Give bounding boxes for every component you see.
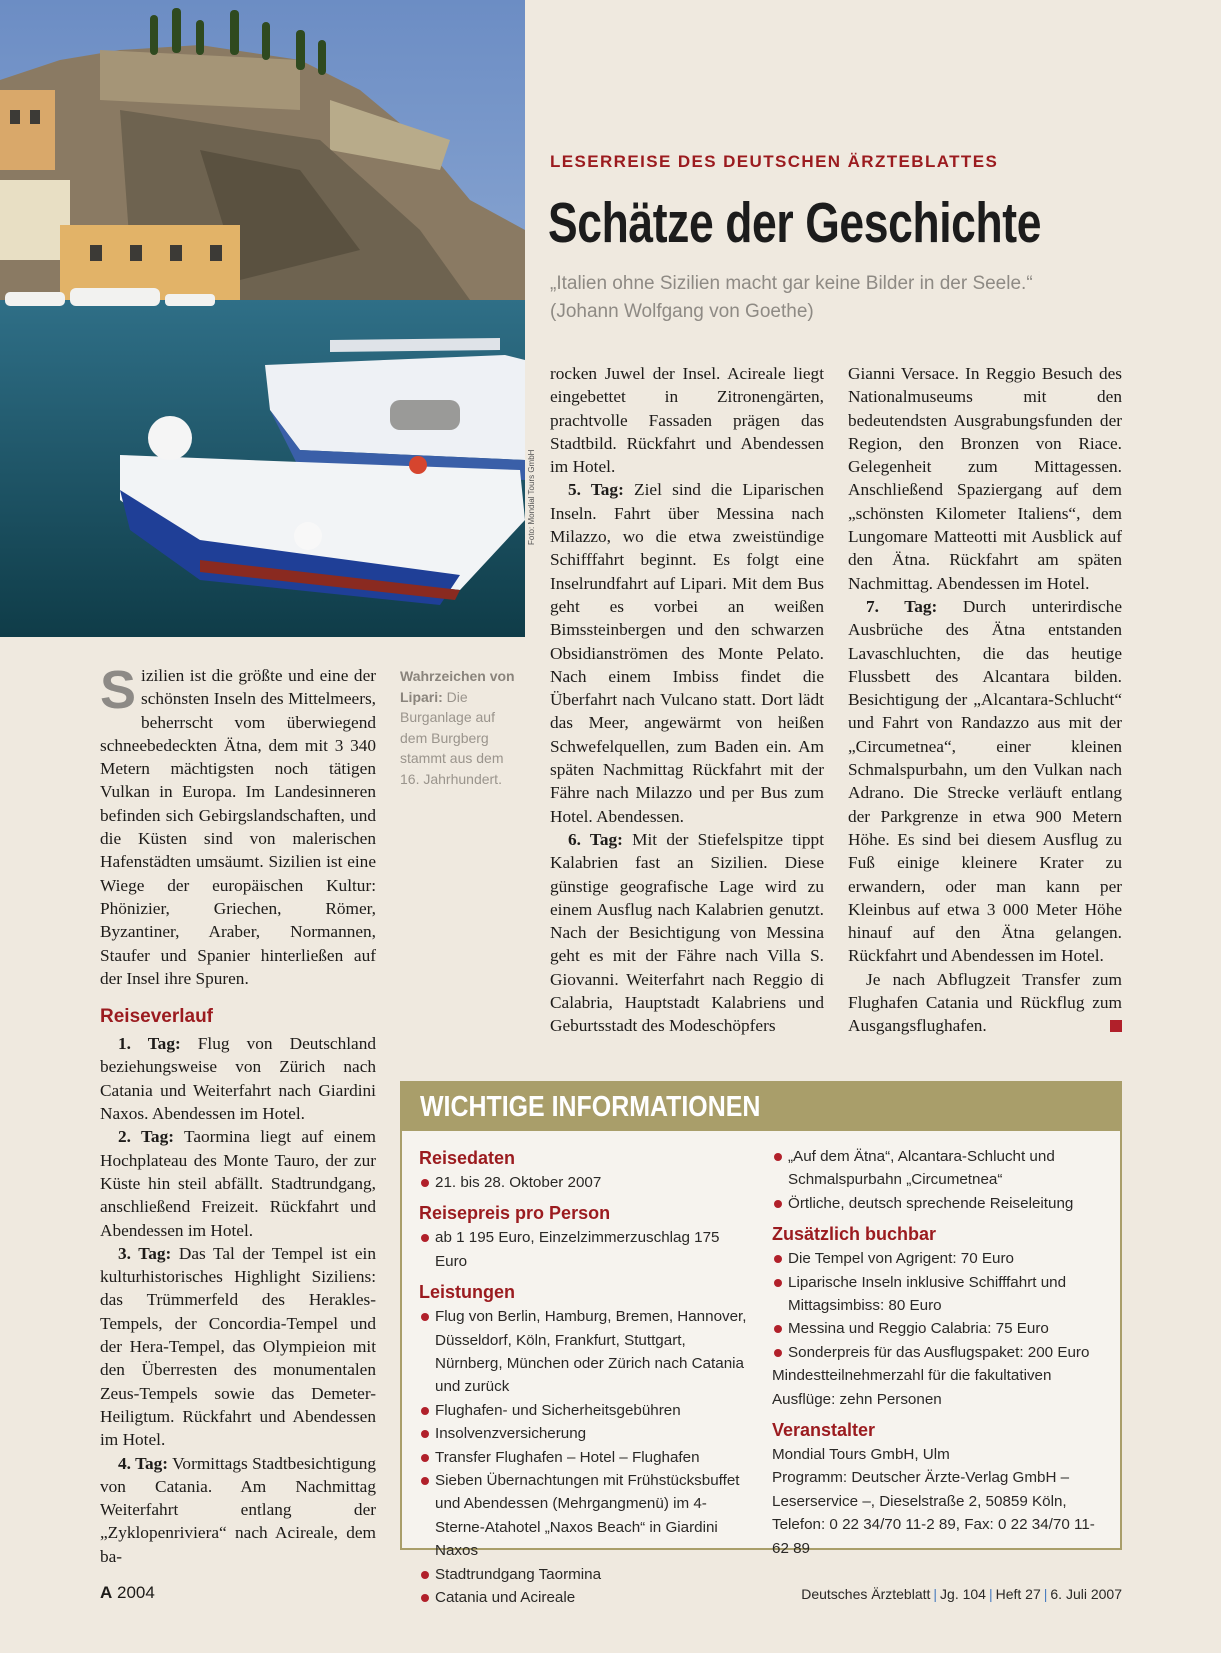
list-item: Sieben Übernachtungen mit Frühstücksbuffet und Abendessen (Mehrgangmenü) im 4-Sterne-Atahotel „Naxos Beach“ in Giardini Naxos — [419, 1469, 749, 1563]
harbor-illustration — [0, 0, 525, 637]
day-text: Taormina liegt auf einem Hochplateau des Monte Tauro, der zur Küste hin steil abfällt. Stadtrundgang, anschließend Freizeit. Rückfahrt und Abendessen im Hotel. — [100, 1127, 376, 1240]
info-title-text: WICHTIGE INFORMATIONEN — [420, 1091, 761, 1123]
journal-issue: Heft 27 — [995, 1586, 1041, 1602]
photo-caption — [400, 666, 520, 790]
day-label: 5. Tag: — [568, 480, 624, 500]
list-item: Messina und Reggio Calabria: 75 Euro — [772, 1317, 1102, 1340]
reisedaten-title: Reisedaten — [419, 1148, 516, 1168]
list-item: „Auf dem Ätna“, Alcantara-Schlucht und Schmalspurbahn „Circumetnea“ — [772, 1145, 1102, 1192]
intro-text: izilien ist die größte und eine der schönsten Inseln des Mittelmeers, beherrscht vom überwiegend schneebedeckten Ätna, dem mit 3 340 Metern mächtigsten noch tätigen Vulkan in Europa. Im Landesinneren befinden sich Gebirgslandschaften, und die Küsten sind von malerischen Hafenstädten umsäumt. Sizilien ist eine Wiege der europäischen Kultur: Phönizier, Griechen, Römer, Byzantiner, Araber, Normannen, Staufer und Spanier hinterließen auf der Insel ihre Spuren. — [100, 666, 376, 988]
leistungen-list-continued — [772, 1145, 1102, 1215]
caption-text: Die Burganlage auf dem Burgberg stammt aus dem 16. Jahrhundert. — [400, 688, 504, 787]
programm-contact: Programm: Deutscher Ärzte-Verlag GmbH – Leserservice –, Dieselstraße 2, 50859 Köln, Telefon: 0 22 34/70 11-2 89, Fax: 0 22 34/70 11-62 89 — [772, 1469, 1095, 1557]
headline: Schätze der Geschichte — [548, 191, 1042, 255]
day-label: 6. Tag: — [568, 829, 623, 849]
continued-text: rocken Juwel der Insel. Acireale liegt eingebettet in Zitronengärten, prachtvolle Fassaden prägen das Stadtbild. Rückfahrt und Abendessen im Hotel. — [550, 364, 824, 477]
end-square-icon — [1110, 1020, 1122, 1032]
continued-text: Gianni Versace. In Reggio Besuch des Nationalmuseums mit den bedeutendsten Ausgrabungsfunden der Region, den Bronzen von Riace. Gelegenheit zum Mittagessen. Anschließend Spaziergang auf dem „schönsten Kilometer Italiens“, dem Lungomare Matteotti mit Ausblick auf den Ätna. Rückfahrt am späten Nachmittag. Abendessen im Hotel. — [848, 364, 1122, 593]
list-item: Liparische Inseln inklusive Schifffahrt und Mittagsimbiss: 80 Euro — [772, 1271, 1102, 1318]
journal-name: Deutsches Ärzteblatt — [801, 1586, 931, 1602]
list-item: Stadtrundgang Taormina — [419, 1563, 749, 1586]
preis-title: Reisepreis pro Person — [419, 1203, 611, 1224]
day-label: 4. Tag: — [118, 1453, 169, 1473]
drop-cap: S — [100, 660, 137, 720]
info-column-right — [772, 1145, 1102, 1560]
veranstalter-title: Veranstalter — [772, 1420, 876, 1441]
article-column-1 — [100, 660, 376, 1568]
separator: | — [1043, 1586, 1048, 1602]
article-column-3 — [848, 362, 1122, 1038]
leistungen-title: Leistungen — [419, 1282, 516, 1303]
kicker: LESERREISE DES DEUTSCHEN ÄRZTEBLATTES — [550, 152, 999, 171]
page-number — [100, 1583, 155, 1603]
page-number-value: 2004 — [117, 1583, 155, 1602]
hero-photo — [0, 0, 525, 637]
info-column-left — [419, 1145, 749, 1610]
list-item: Örtliche, deutsch sprechende Reiseleitung — [772, 1192, 1102, 1215]
preis-item: ab 1 195 Euro, Einzelzimmerzuschlag 175 Euro — [419, 1226, 749, 1273]
day-text: Durch unterirdische Ausbrüche des Ätna entstanden Lavaschluchten, die das heutige Flussbett des Alcantara bilden. Besichtigung der „Alcantara-Schlucht“ und Fahrt von Randazzo aus mit der „Circumetnea“, einer kleinen Schmalspurbahn, um den Vulkan nach Adrano. Die Strecke verläuft entlang der Parkgrenze in etwa 900 Metern Höhe. Es sind bei diesem Ausflug zu Fuß einige kleinere Krater zu erwandern, oder man kann per Kleinbus auf etwa 3 000 Meter Höhe hinauf auf den Ätna gelangen. Rückfahrt und Abendessen im Hotel. — [848, 596, 1122, 966]
page-letter: A — [100, 1583, 113, 1602]
day-text: Ziel sind die Liparischen Inseln. Fahrt über Messina nach Milazzo, wo die etwa zweistündige Schifffahrt beginnt. Es folgt eine Inselrundfahrt auf Lipari. Mit dem Bus geht es vorbei an weißen Bimssteinbergen und den schwarzen Obsidianströmen des Monte Pelato. Nach einem Imbiss findet die Überfahrt nach Vulcano statt. Dort lädt das Meer, angewärmt von heißen Schwefelquellen, zum Baden ein. Am späten Nachmittag Rückfahrt mit der Fähre nach Milazzo und per Bus zum Hotel. Abendessen. — [550, 480, 824, 826]
article-column-2 — [550, 362, 824, 1038]
section-title-reiseverlauf: Reiseverlauf — [100, 1006, 214, 1028]
separator: | — [933, 1586, 938, 1602]
zusatz-title: Zusätzlich buchbar — [772, 1224, 937, 1245]
zusatz-note: Mindestteilnehmerzahl für die fakultativen Ausflüge: zehn Personen — [772, 1367, 1052, 1408]
day-label: 1. Tag: — [118, 1034, 181, 1054]
day-text: Mit der Stiefelspitze tippt Kalabrien fast an Sizilien. Diese günstige geografische Lage wird zu einem Ausflug nach Kalabrien genutzt. Nach der Besichtigung von Messina geht es mit der Fähre nach Villa S. Giovanni. Weiterfahrt nach Reggio di Calabria, Hauptstadt Kalabriens und Geburtsstadt des Modeschöpfers — [550, 829, 824, 1036]
veranstalter-name: Mondial Tours GmbH, Ulm — [772, 1446, 950, 1464]
day-text: Flug von Deutschland beziehungsweise von Zürich nach Catania und Weiterfahrt nach Giardini Naxos. Abendessen im Hotel. — [100, 1034, 376, 1124]
list-item: Catania und Acireale — [419, 1586, 749, 1609]
day-text: Vormittags Stadtbesichtigung von Catania. Am Nachmittag Weiterfahrt entlang der „Zyklopenriviera“ nach Acireale, dem ba- — [100, 1453, 376, 1566]
journal-date: 6. Juli 2007 — [1050, 1586, 1122, 1602]
quote — [550, 270, 1170, 326]
journal-volume: Jg. 104 — [940, 1586, 986, 1602]
day-label: 7. Tag: — [866, 596, 938, 616]
list-item: Sonderpreis für das Ausflugspaket: 200 Euro — [772, 1341, 1102, 1364]
list-item: Die Tempel von Agrigent: 70 Euro — [772, 1247, 1102, 1270]
leistungen-list — [419, 1305, 749, 1609]
zusatz-list — [772, 1247, 1102, 1364]
day-text: Das Tal der Tempel ist ein kulturhistorisches Highlight Siziliens: das Trümmerfeld des Herakles-Tempels, der Concordia-Tempel und der Hera-Tempel, das Olympieion mit den Überresten des monumentalen Zeus-Tempels sowie das Demeter-Heiligtum. Rückfahrt und Abendessen im Hotel. — [100, 1243, 376, 1450]
reisedaten-item: 21. bis 28. Oktober 2007 — [419, 1171, 749, 1194]
list-item: Transfer Flughafen – Hotel – Flughafen — [419, 1446, 749, 1469]
day-label: 2. Tag: — [118, 1127, 174, 1147]
day-label: 3. Tag: — [118, 1243, 172, 1263]
photo-credit: Foto: Mondial Tours GmbH — [527, 449, 536, 545]
list-item: Flughafen- und Sicherheitsgebühren — [419, 1399, 749, 1422]
list-item: Flug von Berlin, Hamburg, Bremen, Hannover, Düsseldorf, Köln, Frankfurt, Stuttgart, Nürnberg, München oder Zürich nach Catania und zurück — [419, 1305, 749, 1399]
journal-footer — [801, 1586, 1122, 1602]
info-box-title — [402, 1083, 1120, 1131]
quote-author: (Johann Wolfgang von Goethe) — [550, 301, 814, 322]
quote-text: „Italien ohne Sizilien macht gar keine Bilder in der Seele.“ — [550, 273, 1033, 294]
caption-title: Wahrzeichen von Lipari: — [400, 668, 515, 705]
list-item: Insolvenzversicherung — [419, 1422, 749, 1445]
closing-text: Je nach Abflugzeit Transfer zum Flughafen Catania und Rückflug zum Ausgangsflughafen. — [848, 969, 1122, 1036]
separator: | — [988, 1586, 993, 1602]
